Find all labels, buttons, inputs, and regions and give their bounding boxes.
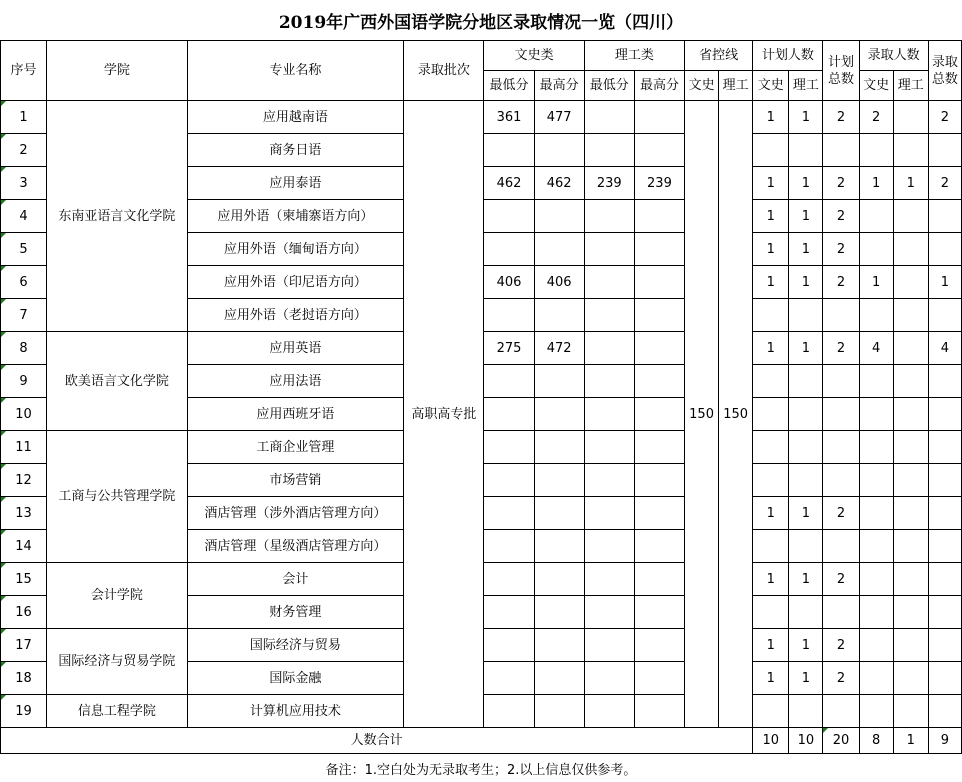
cell-w-min — [484, 464, 534, 497]
cell-a-w — [859, 662, 893, 695]
cell-major: 商务日语 — [187, 134, 404, 167]
cell-l-min — [584, 695, 634, 728]
header-seq: 序号 — [1, 41, 47, 101]
cell-a-l — [893, 101, 928, 134]
cell-p-t: 2 — [823, 200, 859, 233]
cell-major: 工商企业管理 — [187, 431, 404, 464]
cell-a-l — [893, 200, 928, 233]
cell-a-l — [893, 365, 928, 398]
cell-l-min — [584, 563, 634, 596]
cell-w-max — [534, 200, 584, 233]
cell-major: 会计 — [187, 563, 404, 596]
header-college: 学院 — [47, 41, 187, 101]
cell-a-l — [893, 464, 928, 497]
cell-l-min — [584, 365, 634, 398]
cell-w-min — [484, 398, 534, 431]
cell-l-max — [634, 398, 684, 431]
cell-p-l — [789, 431, 823, 464]
cell-w-min: 275 — [484, 332, 534, 365]
cell-p-t: 2 — [823, 266, 859, 299]
cell-a-w — [859, 464, 893, 497]
cell-seq: 12 — [1, 464, 47, 497]
cell-w-min — [484, 497, 534, 530]
cell-a-t — [928, 431, 961, 464]
cell-a-w — [859, 695, 893, 728]
cell-p-w — [753, 365, 789, 398]
total-p-t: 20 — [823, 728, 859, 754]
cell-a-t: 2 — [928, 167, 961, 200]
cell-p-t — [823, 365, 859, 398]
cell-p-t — [823, 431, 859, 464]
header-wenshi-max: 最高分 — [534, 71, 584, 101]
cell-a-t — [928, 497, 961, 530]
header-batch: 录取批次 — [404, 41, 484, 101]
total-a-t: 9 — [928, 728, 961, 754]
cell-a-t — [928, 563, 961, 596]
cell-w-max — [534, 596, 584, 629]
cell-seq: 8 — [1, 332, 47, 365]
cell-a-w — [859, 200, 893, 233]
cell-college: 东南亚语言文化学院 — [47, 101, 187, 332]
cell-a-w — [859, 134, 893, 167]
cell-p-l: 1 — [789, 101, 823, 134]
cell-l-max: 239 — [634, 167, 684, 200]
cell-l-min — [584, 134, 634, 167]
cell-l-max — [634, 266, 684, 299]
header-plan-total: 计划总数 — [823, 41, 859, 101]
cell-p-w — [753, 398, 789, 431]
cell-w-min — [484, 530, 534, 563]
cell-seq: 14 — [1, 530, 47, 563]
cell-p-t: 2 — [823, 167, 859, 200]
cell-a-t — [928, 464, 961, 497]
cell-l-max — [634, 497, 684, 530]
cell-p-w: 1 — [753, 563, 789, 596]
cell-l-min — [584, 332, 634, 365]
cell-p-l: 1 — [789, 563, 823, 596]
cell-w-min — [484, 662, 534, 695]
cell-control-li: 150 — [719, 101, 753, 728]
cell-w-min: 462 — [484, 167, 534, 200]
cell-a-t — [928, 398, 961, 431]
cell-a-t — [928, 200, 961, 233]
cell-w-min — [484, 200, 534, 233]
cell-w-max — [534, 662, 584, 695]
cell-a-l — [893, 662, 928, 695]
cell-a-t — [928, 662, 961, 695]
cell-a-w: 2 — [859, 101, 893, 134]
cell-seq: 2 — [1, 134, 47, 167]
cell-seq: 19 — [1, 695, 47, 728]
page-title: 2019年广西外国语学院分地区录取情况一览（四川） — [278, 12, 684, 33]
cell-p-l — [789, 134, 823, 167]
cell-w-min — [484, 629, 534, 662]
cell-l-min — [584, 464, 634, 497]
cell-major: 财务管理 — [187, 596, 404, 629]
cell-l-min — [584, 299, 634, 332]
cell-p-l — [789, 398, 823, 431]
cell-p-w — [753, 431, 789, 464]
cell-p-t: 2 — [823, 332, 859, 365]
cell-p-l — [789, 596, 823, 629]
header-admit-wen: 文史 — [859, 71, 893, 101]
header-ligong-min: 最低分 — [584, 71, 634, 101]
cell-a-w — [859, 629, 893, 662]
cell-seq: 15 — [1, 563, 47, 596]
header-plan-li: 理工 — [789, 71, 823, 101]
cell-l-min: 239 — [584, 167, 634, 200]
cell-a-t — [928, 596, 961, 629]
cell-w-max: 406 — [534, 266, 584, 299]
cell-w-max — [534, 497, 584, 530]
total-row — [1, 728, 962, 754]
cell-a-l — [893, 134, 928, 167]
header-control: 省控线 — [685, 41, 753, 71]
cell-a-w — [859, 530, 893, 563]
cell-l-max — [634, 365, 684, 398]
cell-p-t: 2 — [823, 233, 859, 266]
cell-p-t — [823, 695, 859, 728]
cell-a-t — [928, 530, 961, 563]
cell-l-max — [634, 530, 684, 563]
cell-batch: 高职高专批 — [404, 101, 484, 728]
cell-a-l — [893, 299, 928, 332]
cell-a-w: 1 — [859, 167, 893, 200]
header-plan-wen: 文史 — [753, 71, 789, 101]
cell-l-min — [584, 398, 634, 431]
cell-a-l — [893, 398, 928, 431]
header-wenshi: 文史类 — [484, 41, 584, 71]
cell-a-t — [928, 134, 961, 167]
cell-w-max — [534, 695, 584, 728]
cell-major: 应用越南语 — [187, 101, 404, 134]
table-row — [1, 101, 962, 134]
cell-a-l — [893, 596, 928, 629]
cell-a-w — [859, 365, 893, 398]
cell-l-min — [584, 266, 634, 299]
header-ligong-max: 最高分 — [634, 71, 684, 101]
cell-p-l: 1 — [789, 266, 823, 299]
cell-major: 应用外语（印尼语方向） — [187, 266, 404, 299]
cell-w-max: 462 — [534, 167, 584, 200]
cell-p-l: 1 — [789, 233, 823, 266]
cell-w-max — [534, 365, 584, 398]
cell-p-t — [823, 464, 859, 497]
cell-p-l — [789, 530, 823, 563]
cell-l-max — [634, 662, 684, 695]
cell-a-w — [859, 398, 893, 431]
header-plan: 计划人数 — [753, 41, 823, 71]
cell-p-w — [753, 695, 789, 728]
cell-p-t: 2 — [823, 563, 859, 596]
cell-major: 应用英语 — [187, 332, 404, 365]
cell-a-t — [928, 299, 961, 332]
cell-p-w: 1 — [753, 332, 789, 365]
cell-a-l — [893, 629, 928, 662]
footnote: 备注：1.空白处为无录取考生；2.以上信息仅供参考。 — [325, 762, 637, 778]
cell-a-w — [859, 233, 893, 266]
cell-p-w: 1 — [753, 167, 789, 200]
cell-w-max — [534, 134, 584, 167]
cell-a-t — [928, 365, 961, 398]
cell-p-w — [753, 134, 789, 167]
cell-a-w: 4 — [859, 332, 893, 365]
cell-college: 会计学院 — [47, 563, 187, 629]
cell-p-t: 2 — [823, 497, 859, 530]
cell-seq: 10 — [1, 398, 47, 431]
cell-p-l: 1 — [789, 662, 823, 695]
cell-a-w — [859, 563, 893, 596]
cell-a-l — [893, 266, 928, 299]
cell-w-max — [534, 233, 584, 266]
cell-a-t — [928, 695, 961, 728]
cell-w-max — [534, 629, 584, 662]
cell-major: 应用外语（缅甸语方向） — [187, 233, 404, 266]
cell-l-max — [634, 695, 684, 728]
total-a-l: 1 — [893, 728, 928, 754]
cell-a-w — [859, 299, 893, 332]
cell-l-max — [634, 299, 684, 332]
cell-a-t: 2 — [928, 101, 961, 134]
cell-w-min — [484, 596, 534, 629]
cell-seq: 9 — [1, 365, 47, 398]
cell-seq: 17 — [1, 629, 47, 662]
cell-a-w — [859, 497, 893, 530]
cell-seq: 16 — [1, 596, 47, 629]
cell-l-max — [634, 431, 684, 464]
cell-seq: 13 — [1, 497, 47, 530]
cell-major: 应用泰语 — [187, 167, 404, 200]
cell-w-max — [534, 563, 584, 596]
cell-w-max — [534, 398, 584, 431]
cell-seq: 18 — [1, 662, 47, 695]
cell-seq: 7 — [1, 299, 47, 332]
cell-major: 应用外语（老挝语方向） — [187, 299, 404, 332]
admission-table — [0, 40, 962, 754]
cell-p-w — [753, 464, 789, 497]
cell-l-min — [584, 431, 634, 464]
total-p-l: 10 — [789, 728, 823, 754]
cell-a-t: 4 — [928, 332, 961, 365]
cell-p-l: 1 — [789, 200, 823, 233]
cell-l-min — [584, 629, 634, 662]
total-a-w: 8 — [859, 728, 893, 754]
cell-p-t — [823, 596, 859, 629]
cell-l-min — [584, 101, 634, 134]
cell-a-l — [893, 695, 928, 728]
header-ligong: 理工类 — [584, 41, 684, 71]
cell-p-l: 1 — [789, 497, 823, 530]
cell-p-w — [753, 299, 789, 332]
cell-p-l — [789, 695, 823, 728]
cell-w-min — [484, 365, 534, 398]
cell-major: 酒店管理（涉外酒店管理方向） — [187, 497, 404, 530]
cell-a-t: 1 — [928, 266, 961, 299]
cell-college: 信息工程学院 — [47, 695, 187, 728]
cell-w-max — [534, 530, 584, 563]
cell-p-t — [823, 299, 859, 332]
cell-a-w — [859, 596, 893, 629]
cell-a-l: 1 — [893, 167, 928, 200]
cell-w-max — [534, 431, 584, 464]
cell-l-max — [634, 233, 684, 266]
cell-seq: 4 — [1, 200, 47, 233]
cell-seq: 11 — [1, 431, 47, 464]
cell-l-max — [634, 563, 684, 596]
cell-l-max — [634, 101, 684, 134]
cell-w-max — [534, 464, 584, 497]
cell-p-w: 1 — [753, 101, 789, 134]
cell-l-max — [634, 134, 684, 167]
cell-w-min — [484, 695, 534, 728]
header-major: 专业名称 — [187, 41, 404, 101]
cell-a-t — [928, 233, 961, 266]
cell-major: 应用法语 — [187, 365, 404, 398]
cell-seq: 5 — [1, 233, 47, 266]
cell-l-min — [584, 596, 634, 629]
cell-l-min — [584, 662, 634, 695]
cell-a-l — [893, 332, 928, 365]
cell-p-l: 1 — [789, 332, 823, 365]
header-admit-li: 理工 — [893, 71, 928, 101]
cell-l-min — [584, 497, 634, 530]
cell-major: 应用外语（柬埔寨语方向） — [187, 200, 404, 233]
cell-a-l — [893, 431, 928, 464]
cell-a-l — [893, 530, 928, 563]
cell-p-t: 2 — [823, 101, 859, 134]
cell-a-w: 1 — [859, 266, 893, 299]
cell-major: 国际经济与贸易 — [187, 629, 404, 662]
cell-w-max: 477 — [534, 101, 584, 134]
cell-p-l — [789, 464, 823, 497]
cell-a-l — [893, 497, 928, 530]
cell-p-l: 1 — [789, 629, 823, 662]
cell-seq: 1 — [1, 101, 47, 134]
cell-w-min — [484, 134, 534, 167]
header-admit: 录取人数 — [859, 41, 928, 71]
cell-l-max — [634, 596, 684, 629]
cell-major: 应用西班牙语 — [187, 398, 404, 431]
cell-w-min: 361 — [484, 101, 534, 134]
header-admit-total: 录取总数 — [928, 41, 961, 101]
cell-p-l: 1 — [789, 167, 823, 200]
cell-p-w: 1 — [753, 233, 789, 266]
cell-l-max — [634, 629, 684, 662]
total-p-w: 10 — [753, 728, 789, 754]
cell-major: 酒店管理（星级酒店管理方向） — [187, 530, 404, 563]
cell-p-t: 2 — [823, 662, 859, 695]
total-label: 人数合计 — [1, 728, 753, 754]
cell-college: 欧美语言文化学院 — [47, 332, 187, 431]
cell-w-min — [484, 431, 534, 464]
cell-p-w: 1 — [753, 497, 789, 530]
header-control-li: 理工 — [719, 71, 753, 101]
cell-l-min — [584, 233, 634, 266]
cell-major: 国际金融 — [187, 662, 404, 695]
cell-p-w: 1 — [753, 200, 789, 233]
cell-l-min — [584, 200, 634, 233]
cell-w-min: 406 — [484, 266, 534, 299]
cell-major: 市场营销 — [187, 464, 404, 497]
cell-w-min — [484, 233, 534, 266]
cell-p-w — [753, 530, 789, 563]
cell-w-min — [484, 563, 534, 596]
cell-l-max — [634, 464, 684, 497]
cell-seq: 6 — [1, 266, 47, 299]
cell-p-t — [823, 530, 859, 563]
cell-college: 工商与公共管理学院 — [47, 431, 187, 563]
cell-a-w — [859, 431, 893, 464]
cell-w-max — [534, 299, 584, 332]
cell-p-t — [823, 398, 859, 431]
cell-l-min — [584, 530, 634, 563]
cell-p-l — [789, 365, 823, 398]
cell-w-min — [484, 299, 534, 332]
cell-control-wen: 150 — [685, 101, 719, 728]
header-control-wen: 文史 — [685, 71, 719, 101]
cell-seq: 3 — [1, 167, 47, 200]
header-row-1 — [1, 41, 962, 71]
cell-major: 计算机应用技术 — [187, 695, 404, 728]
cell-p-w — [753, 596, 789, 629]
cell-a-t — [928, 629, 961, 662]
cell-a-l — [893, 563, 928, 596]
cell-l-max — [634, 200, 684, 233]
cell-p-w: 1 — [753, 266, 789, 299]
cell-college: 国际经济与贸易学院 — [47, 629, 187, 695]
cell-a-l — [893, 233, 928, 266]
cell-p-t — [823, 134, 859, 167]
cell-p-w: 1 — [753, 662, 789, 695]
cell-p-l — [789, 299, 823, 332]
header-wenshi-min: 最低分 — [484, 71, 534, 101]
cell-p-t: 2 — [823, 629, 859, 662]
cell-p-w: 1 — [753, 629, 789, 662]
cell-l-max — [634, 332, 684, 365]
cell-w-max: 472 — [534, 332, 584, 365]
